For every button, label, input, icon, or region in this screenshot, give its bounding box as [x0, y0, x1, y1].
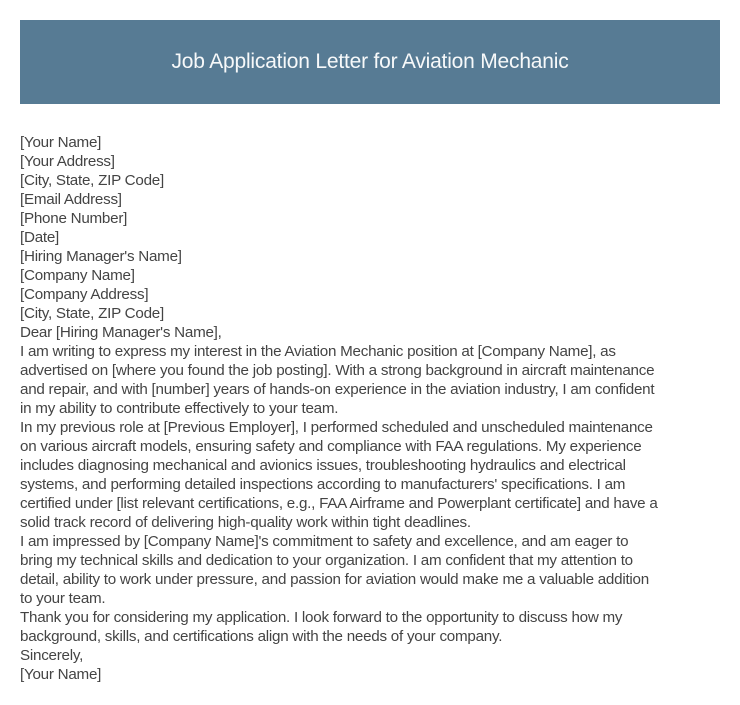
paragraph-line: systems, and performing detailed inspections according to manufacturers' specifications. I am [20, 476, 626, 493]
paragraph-introduction [20, 342, 725, 418]
paragraph-line: on various aircraft models, ensuring safety and compliance with FAA regulations. My experience [20, 438, 642, 455]
paragraph-line: bring my technical skills and dedication to your organization. I am confident that my attention to [20, 552, 633, 569]
page-title: Job Application Letter for Aviation Mechanic [171, 50, 569, 73]
recipient-city-state-zip: [City, State, ZIP Code] [20, 305, 164, 322]
sender-address: [Your Address] [20, 153, 115, 170]
paragraph-line: in my ability to contribute effectively to your team. [20, 400, 339, 417]
sender-email: [Email Address] [20, 191, 122, 208]
paragraph-line: detail, ability to work under pressure, and passion for aviation would make me a valuable addition [20, 571, 649, 588]
recipient-address: [Company Address] [20, 286, 149, 303]
paragraph-motivation [20, 532, 725, 608]
paragraph-closing [20, 608, 725, 646]
paragraph-line: I am writing to express my interest in the Aviation Mechanic position at [Company Name], as [20, 343, 616, 360]
sender-name: [Your Name] [20, 134, 102, 151]
letter-body [20, 133, 725, 684]
paragraph-line: certified under [list relevant certifications, e.g., FAA Airframe and Powerplant certificate] and have a [20, 495, 658, 512]
paragraph-line: advertised on [where you found the job posting]. With a strong background in aircraft maintenance [20, 362, 655, 379]
sender-phone: [Phone Number] [20, 210, 128, 227]
paragraph-line: I am impressed by [Company Name]'s commitment to safety and excellence, and am eager to [20, 533, 629, 550]
paragraph-line: and repair, and with [number] years of hands-on experience in the aviation industry, I am confident [20, 381, 655, 398]
paragraph-experience [20, 418, 725, 532]
sender-block [20, 133, 725, 228]
paragraph-line: Thank you for considering my application. I look forward to the opportunity to discuss how my [20, 609, 623, 626]
recipient-block [20, 247, 725, 323]
paragraph-line: In my previous role at [Previous Employer], I performed scheduled and unscheduled maintenance [20, 419, 653, 436]
recipient-company: [Company Name] [20, 267, 135, 284]
paragraph-line: to your team. [20, 590, 106, 607]
title-banner [20, 20, 720, 104]
signature: [Your Name] [20, 666, 102, 683]
salutation: Dear [Hiring Manager's Name], [20, 324, 222, 341]
closing: Sincerely, [20, 647, 84, 664]
sender-city-state-zip: [City, State, ZIP Code] [20, 172, 164, 189]
recipient-name: [Hiring Manager's Name] [20, 248, 182, 265]
paragraph-line: solid track record of delivering high-quality work within tight deadlines. [20, 514, 471, 531]
paragraph-line: includes diagnosing mechanical and avionics issues, troubleshooting hydraulics and electrical [20, 457, 626, 474]
letter-date: [Date] [20, 229, 60, 246]
paragraph-line: background, skills, and certifications align with the needs of your company. [20, 628, 503, 645]
